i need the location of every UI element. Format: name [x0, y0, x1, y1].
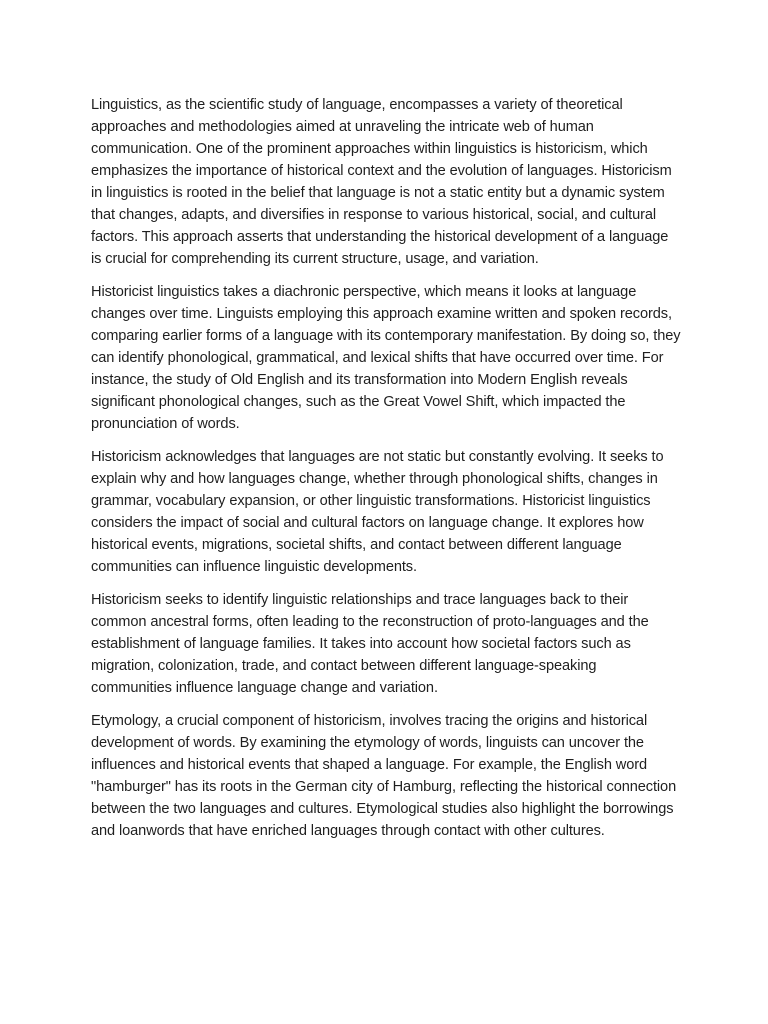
paragraph-5: Etymology, a crucial component of historicism, involves tracing the origins and historical development of words. By examining the etymology of words, linguists can uncover the influences and historical events that shaped a language. For example, the English word "hamburger" has its roots in the German city of Hamburg, reflecting the historical connection between the two languages and cultures. Etymological studies also highlight the borrowings and loanwords that have enriched languages through contact with other cultures. — [91, 713, 677, 839]
paragraph-3: Historicism acknowledges that languages are not static but constantly evolving. It seeks to explain why and how languages change, whether through phonological shifts, changes in grammar, vocabulary expansion, or other linguistic transformations. Historicist linguistics considers the impact of social and cultural factors on language change. It explores how historical events, migrations, societal shifts, and contact between different language communities can influence linguistic developments. — [91, 449, 664, 575]
paragraph-2: Historicist linguistics takes a diachronic perspective, which means it looks at language changes over time. Linguists employing this approach examine written and spoken records, comparing earlier forms of a language with its contemporary manifestation. By doing so, they can identify phonological, grammatical, and lexical shifts that have occurred over time. For instance, the study of Old English and its transformation into Modern English reveals significant phonological changes, such as the Great Vowel Shift, which impacted the pronunciation of words. — [91, 284, 681, 432]
document-body — [91, 94, 681, 853]
paragraph-1: Linguistics, as the scientific study of language, encompasses a variety of theoretical approaches and methodologies aimed at unraveling the intricate web of human communication. One of the prominent approaches within linguistics is historicism, which emphasizes the importance of historical context and the evolution of languages. Historicism in linguistics is rooted in the belief that language is not a static entity but a dynamic system that changes, adapts, and diversifies in response to various historical, social, and cultural factors. This approach asserts that understanding the historical development of a language is crucial for comprehending its current structure, usage, and variation. — [91, 97, 672, 267]
paragraph-4: Historicism seeks to identify linguistic relationships and trace languages back to their common ancestral forms, often leading to the reconstruction of proto-languages and the establishment of language families. It takes into account how societal factors such as migration, colonization, trade, and contact between different language-speaking communities influence language change and variation. — [91, 592, 649, 696]
